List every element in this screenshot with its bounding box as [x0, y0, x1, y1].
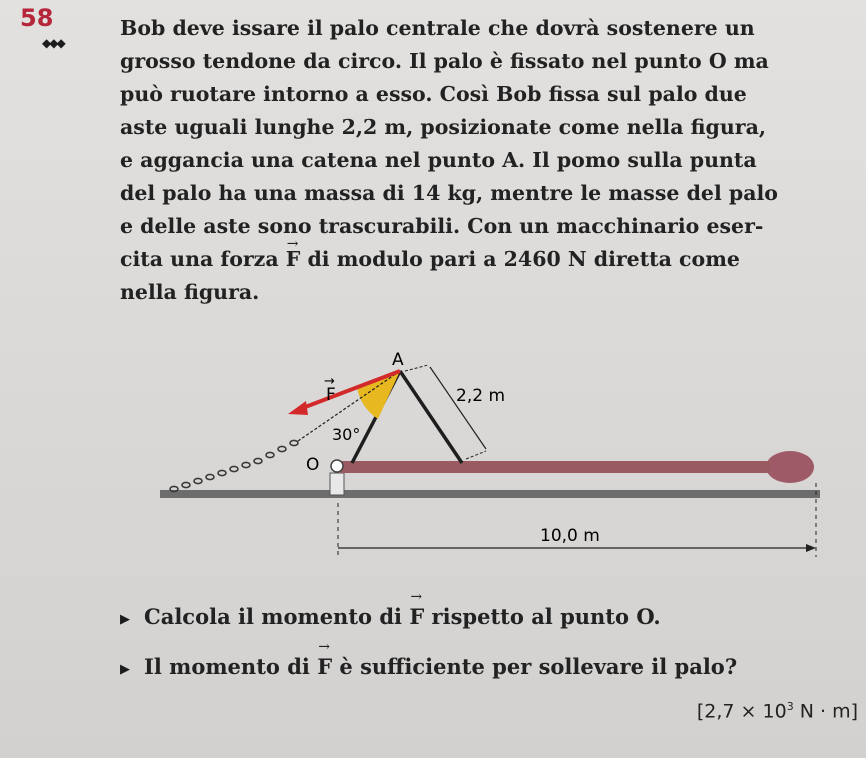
- rod-dimension-tick: [466, 451, 486, 459]
- questions-list: [120, 604, 860, 704]
- statement-line: aste uguali lunghe 2,2 m, posizionate come nella figura,: [120, 115, 767, 139]
- label-O: O: [306, 455, 320, 475]
- question-text: [144, 654, 737, 679]
- question-text: [144, 604, 661, 629]
- label-rod-length: 2,2 m: [456, 386, 505, 406]
- question-part: Calcola il momento di: [144, 604, 410, 629]
- label-A: A: [392, 350, 404, 370]
- bullet-icon: ▶: [120, 662, 130, 677]
- label-F-arrow: →: [324, 374, 335, 389]
- answer-exponent: 3: [786, 700, 794, 713]
- knob-neck: [750, 461, 770, 473]
- force-arrow-head: [288, 401, 308, 415]
- vector-symbol: → F: [317, 654, 332, 679]
- statement-line: del palo ha una massa di 14 kg, mentre le masse del palo: [120, 181, 778, 205]
- statement-line: può ruotare intorno a esso. Così Bob fissa sul palo due: [120, 82, 747, 106]
- rod-dimension-tick: [405, 365, 428, 371]
- problem-statement: [120, 12, 810, 309]
- statement-line: nella figura.: [120, 280, 260, 304]
- question-part: è sufficiente per sollevare il palo?: [332, 654, 738, 679]
- statement-text: cita una forza: [120, 247, 286, 271]
- pole-dimension-arrowhead: [806, 544, 816, 552]
- rod-right: [400, 371, 462, 463]
- vector-symbol: → F: [409, 604, 424, 629]
- vector-symbol: → F: [286, 243, 301, 276]
- statement-text: di modulo pari a 2460 N diretta come: [300, 247, 740, 271]
- chain: [170, 440, 298, 491]
- pole-knob: [766, 451, 814, 483]
- statement-line: grosso tendone da circo. Il palo è fissato nel punto O ma: [120, 49, 769, 73]
- pivot-point: [331, 460, 343, 472]
- question-item: [120, 604, 860, 654]
- question-part: rispetto al punto O.: [424, 604, 661, 629]
- question-part: Il momento di: [144, 654, 318, 679]
- label-angle: 30°: [332, 425, 361, 444]
- label-pole-length: 10,0 m: [540, 526, 600, 546]
- pole: [340, 461, 755, 473]
- statement-line: e aggancia una catena nel punto A. Il pomo sulla punta: [120, 148, 757, 172]
- physics-diagram: [160, 345, 830, 575]
- label-F: F: [326, 385, 336, 405]
- bullet-icon: ▶: [120, 612, 130, 627]
- answer: [697, 700, 858, 722]
- difficulty-icon: ◆◆◆: [42, 36, 64, 50]
- statement-line: e delle aste sono trascurabili. Con un macchinario eser-: [120, 214, 764, 238]
- question-item: [120, 654, 860, 704]
- answer-part: [2,7 × 10: [696, 700, 787, 723]
- problem-number: 58: [20, 4, 54, 32]
- pivot-support: [330, 473, 344, 495]
- answer-part: N · m]: [793, 700, 858, 723]
- statement-line: [120, 243, 810, 276]
- rod-dimension-line: [430, 367, 486, 449]
- statement-line: Bob deve issare il palo centrale che dovrà sostenere un: [120, 16, 755, 40]
- ground-bar: [160, 490, 820, 498]
